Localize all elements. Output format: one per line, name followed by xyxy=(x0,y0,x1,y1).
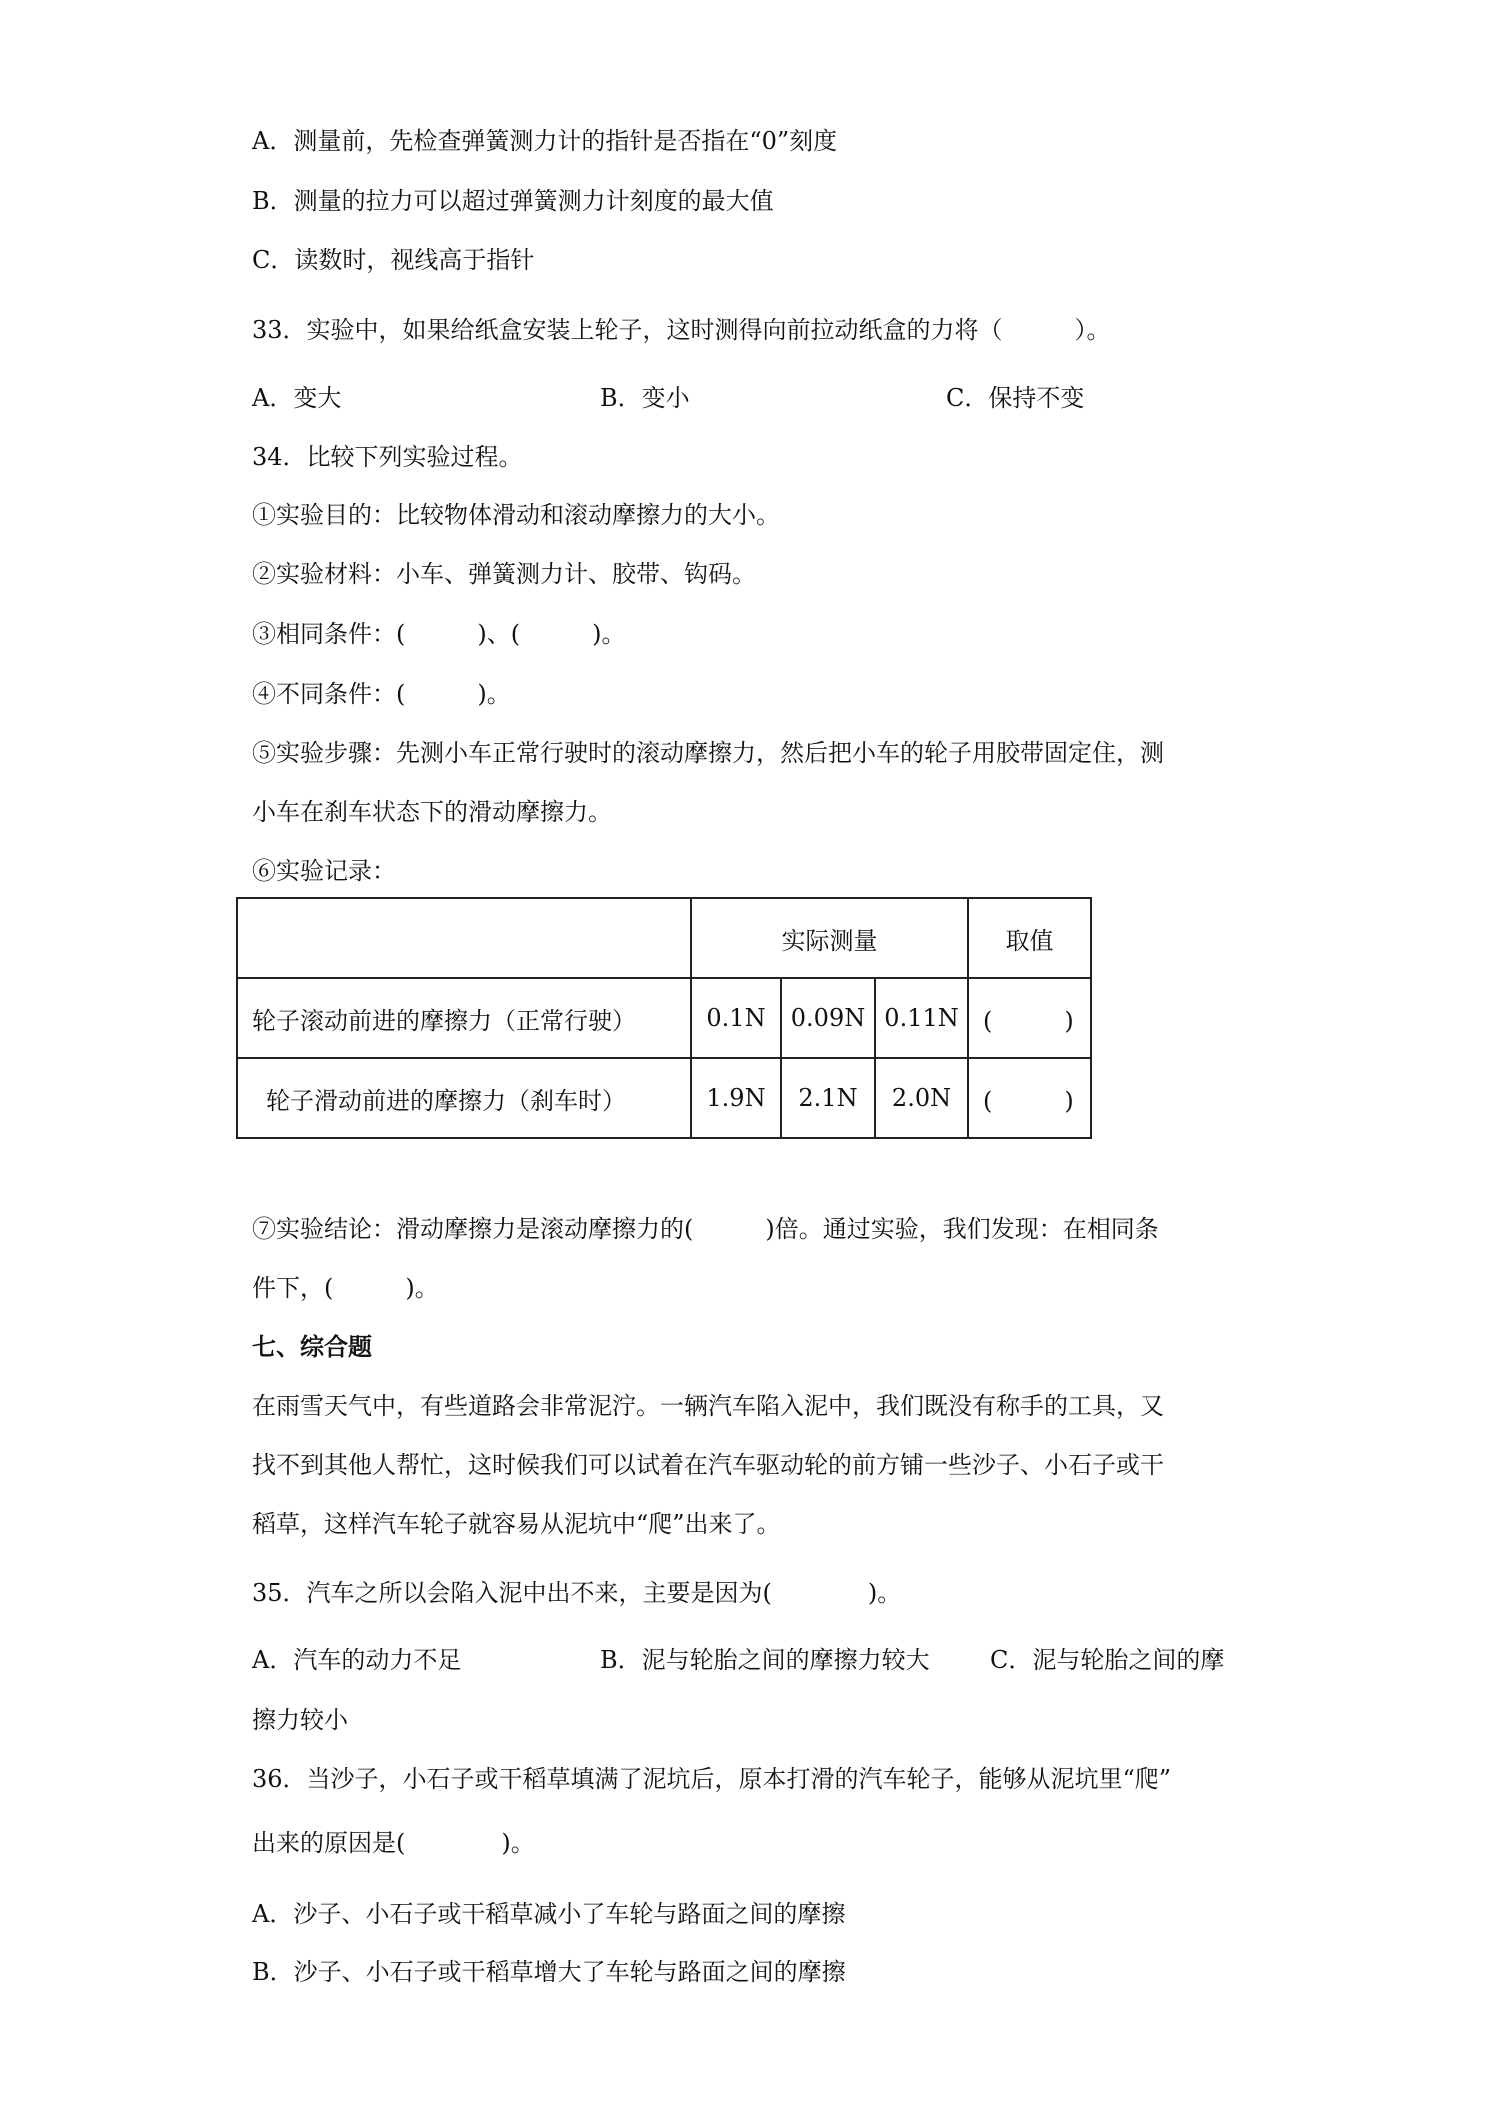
section-heading: 七、综合题 xyxy=(252,1332,372,1361)
q36-option-b: B．沙子、小石子或干稻草增大了车轮与路面之间的摩擦 xyxy=(252,1958,846,1986)
q35-option-c: C．泥与轮胎之间的摩 xyxy=(990,1646,1225,1674)
table-row xyxy=(237,978,1091,1058)
measure-cell: 2.1N xyxy=(781,1058,875,1138)
q35-option-c-cont: 擦力较小 xyxy=(252,1706,348,1734)
row-label: 轮子滑动前进的摩擦力（刹车时） xyxy=(237,1058,691,1138)
measure-cell: 0.11N xyxy=(875,978,968,1058)
measure-cell: 2.0N xyxy=(875,1058,968,1138)
q34-conclusion-line1: ⑦实验结论：滑动摩擦力是滚动摩擦力的( )倍。通过实验，我们发现：在相同条 xyxy=(252,1215,1159,1243)
measure-cell: 1.9N xyxy=(691,1058,781,1138)
q33-option-c: C．保持不变 xyxy=(946,384,1085,412)
q32-option-c: C．读数时，视线高于指针 xyxy=(252,246,535,274)
passage-line1: 在雨雪天气中，有些道路会非常泥泞。一辆汽车陷入泥中，我们既没有称手的工具，又 xyxy=(252,1392,1164,1420)
q34-steps-line1: ⑤实验步骤：先测小车正常行驶时的滚动摩擦力，然后把小车的轮子用胶带固定住，测 xyxy=(252,739,1164,767)
q35-option-b: B．泥与轮胎之间的摩擦力较大 xyxy=(600,1646,930,1674)
q35-stem: 35．汽车之所以会陷入泥中出不来，主要是因为( )。 xyxy=(252,1579,902,1607)
row-label: 轮子滚动前进的摩擦力（正常行驶） xyxy=(237,978,691,1058)
table-row xyxy=(237,1058,1091,1138)
q33-option-a: A．变大 xyxy=(252,384,342,412)
q34-materials: ②实验材料：小车、弹簧测力计、胶带、钩码。 xyxy=(252,560,756,588)
q36-option-a: A．沙子、小石子或干稻草减小了车轮与路面之间的摩擦 xyxy=(252,1900,846,1928)
value-blank: ( ) xyxy=(968,978,1091,1058)
q34-stem: 34．比较下列实验过程。 xyxy=(252,443,523,471)
passage-line3: 稻草，这样汽车轮子就容易从泥坑中“爬”出来了。 xyxy=(252,1510,781,1538)
table-header-row xyxy=(237,898,1091,978)
measure-cell: 0.09N xyxy=(781,978,875,1058)
measure-cell: 0.1N xyxy=(691,978,781,1058)
q36-stem-line1: 36．当沙子，小石子或干稻草填满了泥坑后，原本打滑的汽车轮子，能够从泥坑里“爬” xyxy=(252,1765,1172,1793)
q32-option-b: B．测量的拉力可以超过弹簧测力计刻度的最大值 xyxy=(252,187,774,215)
passage-line2: 找不到其他人帮忙，这时候我们可以试着在汽车驱动轮的前方铺一些沙子、小石子或干 xyxy=(252,1451,1164,1479)
q32-option-a: A．测量前，先检查弹簧测力计的指针是否指在“0”刻度 xyxy=(252,127,838,155)
q34-same-conditions: ③相同条件：( )、( )。 xyxy=(252,620,626,648)
value-blank: ( ) xyxy=(968,1058,1091,1138)
q36-stem-line2: 出来的原因是( )。 xyxy=(252,1829,535,1857)
q33-option-b: B．变小 xyxy=(600,384,690,412)
table-header-value: 取值 xyxy=(968,898,1091,978)
q33-stem: 33．实验中，如果给纸盒安装上轮子，这时测得向前拉动纸盒的力将（ ）。 xyxy=(252,316,1111,344)
table-header-measure: 实际测量 xyxy=(691,898,968,978)
q34-conclusion-line2: 件下，( )。 xyxy=(252,1274,439,1302)
table-header-empty xyxy=(237,898,691,978)
q34-different-conditions: ④不同条件：( )。 xyxy=(252,680,511,708)
q35-option-a: A．汽车的动力不足 xyxy=(252,1646,462,1674)
q34-purpose: ①实验目的：比较物体滑动和滚动摩擦力的大小。 xyxy=(252,501,780,529)
experiment-record-table xyxy=(236,897,1092,1139)
q34-steps-line2: 小车在刹车状态下的滑动摩擦力。 xyxy=(252,798,612,826)
q34-record-label: ⑥实验记录： xyxy=(252,857,396,885)
